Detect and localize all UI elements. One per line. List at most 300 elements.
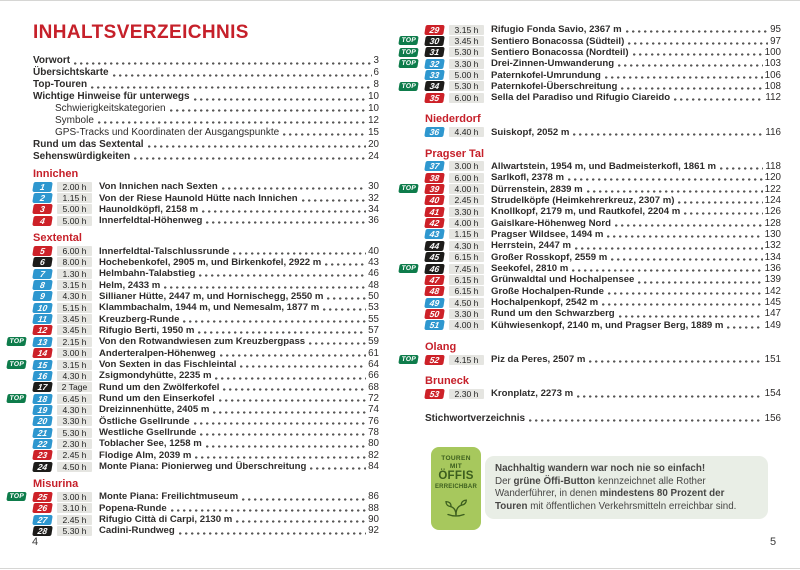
front-matter-page-number: 24 <box>368 150 379 162</box>
dot-leader <box>720 167 763 170</box>
note-box-text-segment: mindestens 80 Prozent der Touren <box>495 488 725 512</box>
note-box-text-segment: grüne Öffi-Button <box>513 475 596 487</box>
toc-section <box>400 24 781 104</box>
section-heading: Niederdorf <box>425 113 481 126</box>
tour-row <box>425 24 781 35</box>
tour-duration: 1.30 h <box>57 269 92 279</box>
dot-leader <box>621 87 762 90</box>
dot-leader <box>183 320 366 323</box>
top-badge: TOP <box>398 59 419 68</box>
tour-title: Paternkofel-Umrundung <box>491 69 601 81</box>
tour-row <box>425 206 781 217</box>
tour-page-number: 142 <box>764 285 781 297</box>
tour-page-number: 68 <box>368 381 379 393</box>
tour-page-number: 122 <box>764 183 781 195</box>
tour-row <box>33 438 379 449</box>
tour-duration: 6.15 h <box>449 286 484 296</box>
tour-number-badge: 50 <box>424 309 445 319</box>
toc-section <box>400 340 781 366</box>
oeffi-badge-line4: ERREICHBAR <box>434 484 477 490</box>
tour-page-number: 72 <box>368 393 379 405</box>
tour-title: Toblacher See, 1258 m <box>99 438 202 450</box>
tour-row <box>33 302 379 313</box>
dot-leader <box>283 133 366 136</box>
tour-duration: 3.15 h <box>57 280 92 290</box>
tour-title: Monte Piana: Pionierweg und Überschreitung <box>99 461 307 473</box>
dot-leader <box>310 467 366 470</box>
tour-duration: 4.40 h <box>449 127 484 137</box>
dot-leader <box>302 199 366 202</box>
tour-row <box>33 525 379 536</box>
dot-leader <box>171 509 366 512</box>
dot-leader <box>587 190 763 193</box>
dot-leader <box>240 365 366 368</box>
front-matter-label: Sehenswürdigkeiten <box>33 150 131 162</box>
tour-number-badge: 5 <box>32 246 53 256</box>
tour-duration: 3.30 h <box>449 309 484 319</box>
oeffi-badge-line1: TOUREN <box>441 455 471 462</box>
tour-duration: 4.00 h <box>449 218 484 228</box>
top-badge: TOP <box>6 360 27 369</box>
dot-leader <box>626 30 768 33</box>
dot-leader <box>200 433 366 436</box>
tour-number-badge: 28 <box>32 526 53 536</box>
tour-duration: 5.15 h <box>57 303 92 313</box>
tour-duration: 8.00 h <box>57 257 92 267</box>
oeffi-badge <box>431 447 481 530</box>
tour-page-number: 126 <box>764 206 781 218</box>
tour-title: Haunoldköpfl, 2158 m <box>99 203 199 215</box>
front-matter-row <box>33 55 379 67</box>
tour-title: Rund um den Zwölferkofel <box>99 381 220 393</box>
tour-duration: 1.15 h <box>57 193 92 203</box>
tour-title: Helmbahn-Talabstieg <box>99 268 196 280</box>
tour-title: Zsigmondyhütte, 2235 m <box>99 370 212 382</box>
tour-number-badge: 39 <box>424 184 445 194</box>
tour-row <box>8 393 379 405</box>
dot-leader <box>684 212 762 215</box>
tour-number-badge: 3 <box>32 204 53 214</box>
tour-number-badge: 29 <box>424 25 445 35</box>
dot-leader <box>529 419 763 422</box>
tour-number-badge: 31 <box>424 47 445 57</box>
tour-title: Kronplatz, 2273 m <box>491 388 574 400</box>
dot-leader <box>222 187 366 190</box>
tour-row <box>8 336 379 348</box>
tour-duration: 5.00 h <box>57 216 92 226</box>
tour-row <box>425 274 781 285</box>
tour-number-badge: 27 <box>32 515 53 525</box>
dot-leader <box>619 315 763 318</box>
front-matter-label: GPS-Tracks und Koordinaten der Ausgangspunkte <box>55 126 280 138</box>
tour-duration: 6.15 h <box>449 275 484 285</box>
tour-duration: 2.45 h <box>57 515 92 525</box>
tour-page-number: 88 <box>368 502 379 514</box>
front-matter-page-number: 10 <box>368 91 379 103</box>
front-matter-row <box>33 114 379 126</box>
scan-edge-bottom <box>0 568 800 569</box>
tour-number-badge: 6 <box>32 257 53 267</box>
tour-number-badge: 33 <box>424 70 445 80</box>
tour-number-badge: 26 <box>32 503 53 513</box>
tour-duration: 3.10 h <box>57 503 92 513</box>
tour-page-number: 46 <box>368 268 379 280</box>
tour-duration: 4.30 h <box>57 371 92 381</box>
tour-page-number: 128 <box>764 217 781 229</box>
tour-page-number: 145 <box>764 297 781 309</box>
tour-number-badge: 21 <box>32 428 53 438</box>
tour-duration: 3.45 h <box>449 36 484 46</box>
dot-leader <box>148 145 367 148</box>
note-box-title: Nachhaltig wandern war noch nie so einfach! <box>495 463 706 474</box>
tour-number-badge: 24 <box>32 462 53 472</box>
tour-duration: 4.00 h <box>449 184 484 194</box>
tour-row <box>425 229 781 240</box>
dot-leader <box>164 286 366 289</box>
toc-section <box>33 167 379 226</box>
tour-number-badge: 40 <box>424 195 445 205</box>
tour-number-badge: 14 <box>32 348 53 358</box>
tour-number-badge: 16 <box>32 371 53 381</box>
tour-duration: 6.00 h <box>449 93 484 103</box>
tour-title: Westliche Gsellrunde <box>99 427 197 439</box>
dot-leader <box>323 308 366 311</box>
dot-leader <box>608 292 763 295</box>
tour-page-number: 74 <box>368 404 379 416</box>
tour-title: Sentiero Bonacossa (Südteil) <box>491 35 625 47</box>
front-matter-page-number: 20 <box>368 138 379 150</box>
oeffi-note-box <box>485 456 768 519</box>
tour-duration: 4.30 h <box>57 291 92 301</box>
tour-title: Flodige Alm, 2039 m <box>99 449 192 461</box>
tour-page-number: 76 <box>368 415 379 427</box>
tour-row <box>400 263 781 275</box>
tour-number-badge: 32 <box>424 59 445 69</box>
dot-leader <box>605 76 763 79</box>
tour-row <box>33 291 379 302</box>
tour-row <box>33 461 379 472</box>
tour-page-number: 151 <box>764 354 781 366</box>
tour-title: Gaislkare-Höhenweg Nord <box>491 217 611 229</box>
tour-row <box>33 204 379 215</box>
tour-page-number: 112 <box>765 92 781 104</box>
tour-page-number: 124 <box>764 194 781 206</box>
tour-page-number: 59 <box>368 336 379 348</box>
left-tour-sections <box>8 167 379 537</box>
tour-duration: 4.30 h <box>449 241 484 251</box>
page-number-right: 5 <box>770 536 777 548</box>
dot-leader <box>220 354 366 357</box>
tour-duration: 4.15 h <box>449 355 484 365</box>
dot-leader <box>223 388 366 391</box>
tour-row <box>33 427 379 438</box>
dot-leader <box>618 64 763 67</box>
tour-duration: 5.30 h <box>449 81 484 91</box>
tour-page-number: 66 <box>368 370 379 382</box>
tour-number-badge: 13 <box>32 337 53 347</box>
tour-duration: 3.45 h <box>57 325 92 335</box>
tour-number-badge: 9 <box>32 291 53 301</box>
section-heading: Pragser Tal <box>425 147 485 160</box>
tour-title: Sella del Paradiso und Rifugio Ciareido <box>491 92 671 104</box>
top-badge: TOP <box>398 355 419 364</box>
dot-leader <box>236 520 366 523</box>
tour-row <box>425 217 781 228</box>
tour-number-badge: 30 <box>424 36 445 46</box>
section-heading: Bruneck <box>425 375 470 388</box>
tour-row <box>33 192 379 203</box>
tour-duration: 5.30 h <box>449 47 484 57</box>
tour-page-number: 149 <box>764 319 781 331</box>
tour-title: Rifugio Fonda Savio, 2367 m <box>491 24 622 36</box>
tour-page-number: 90 <box>368 514 379 526</box>
front-matter-label: Top-Touren <box>33 79 88 91</box>
tour-page-number: 86 <box>368 491 379 503</box>
tour-number-badge: 45 <box>424 252 445 262</box>
tour-page-number: 97 <box>770 35 781 47</box>
dot-leader <box>727 326 762 329</box>
tour-duration: 3.30 h <box>57 416 92 426</box>
dot-leader <box>577 395 763 398</box>
front-matter-page-number: 8 <box>373 79 379 91</box>
index-entry-row <box>425 413 781 425</box>
note-box-body <box>495 476 758 514</box>
tour-page-number: 154 <box>764 388 781 400</box>
tour-duration: 2.00 h <box>57 182 92 192</box>
tour-page-number: 147 <box>764 308 781 320</box>
toc-section <box>8 231 379 473</box>
dot-leader <box>202 210 366 213</box>
top-badge: TOP <box>398 36 419 45</box>
front-matter-page-number: 10 <box>368 103 379 114</box>
tour-number-badge: 18 <box>32 394 53 404</box>
tour-title: Grünwaldtal und Hochalpensee <box>491 274 635 286</box>
front-matter-row <box>33 138 379 150</box>
tour-page-number: 92 <box>368 525 379 537</box>
tour-number-badge: 8 <box>32 280 53 290</box>
tour-number-badge: 35 <box>424 93 445 103</box>
tour-page-number: 120 <box>764 172 781 184</box>
tour-row <box>8 359 379 370</box>
tour-title: Knollkopf, 2179 m, und Rautkofel, 2204 m <box>491 206 681 218</box>
tour-duration: 4.30 h <box>57 405 92 415</box>
tour-page-number: 139 <box>764 274 781 286</box>
tour-row <box>33 215 379 226</box>
tour-number-badge: 20 <box>32 416 53 426</box>
tour-row <box>33 347 379 358</box>
tour-title: Helm, 2433 m <box>99 279 161 291</box>
dot-leader <box>233 252 366 255</box>
dot-leader <box>575 247 763 250</box>
tour-row <box>33 313 379 324</box>
tour-page-number: 134 <box>764 251 781 263</box>
tour-page-number: 116 <box>765 126 781 138</box>
page-number-left: 4 <box>32 536 39 548</box>
tour-number-badge: 37 <box>424 161 445 171</box>
top-badge: TOP <box>398 264 419 273</box>
tour-title: Rifugio Berti, 1950 m <box>99 324 195 336</box>
front-matter-page-number: 15 <box>368 126 379 138</box>
dot-leader <box>199 274 366 277</box>
tour-title: Sillianer Hütte, 2447 m, und Hornischegg, 2550 m <box>99 290 324 302</box>
tour-number-badge: 52 <box>424 355 445 365</box>
front-matter-label: Symbole <box>55 114 94 126</box>
tour-page-number: 55 <box>368 313 379 325</box>
tour-title: Dürrenstein, 2839 m <box>491 183 583 195</box>
tour-page-number: 100 <box>764 46 781 58</box>
tour-title: Drei-Zinnen-Umwanderung <box>491 58 615 70</box>
tour-duration: 4.50 h <box>57 462 92 472</box>
tour-title: Cadini-Rundweg <box>99 525 175 537</box>
dot-leader <box>113 74 372 77</box>
tour-title: Von Innichen nach Sexten <box>99 181 218 193</box>
tour-title: Piz da Peres, 2507 m <box>491 354 586 366</box>
tour-duration: 3.30 h <box>449 207 484 217</box>
tour-duration: 3.15 h <box>449 25 484 35</box>
tour-number-badge: 1 <box>32 182 53 192</box>
front-matter-label: Schwierigkeitskategorien <box>55 103 166 114</box>
tour-duration: 3.15 h <box>57 360 92 370</box>
front-matter-row <box>33 103 379 115</box>
toc-section <box>425 112 781 137</box>
tour-duration: 6.00 h <box>57 246 92 256</box>
tour-title: Rifugio Città di Carpi, 2130 m <box>99 514 233 526</box>
tour-duration: 4.50 h <box>449 298 484 308</box>
dot-leader <box>573 133 763 136</box>
tour-row <box>425 195 781 206</box>
tour-number-badge: 10 <box>32 303 53 313</box>
tour-title: Hochalpenkopf, 2542 m <box>491 297 599 309</box>
dot-leader <box>206 445 366 448</box>
tour-row <box>33 416 379 427</box>
tour-title: Große Hochalpen-Runde <box>491 285 604 297</box>
tour-duration: 2.45 h <box>57 450 92 460</box>
tour-row <box>8 491 379 503</box>
dot-leader <box>638 281 762 284</box>
tour-duration: 2.15 h <box>57 337 92 347</box>
tour-row <box>425 388 781 399</box>
tour-number-badge: 12 <box>32 325 53 335</box>
tour-title: Von Sexten in das Fischleintal <box>99 359 237 370</box>
tour-title: Rund um den Einserkofel <box>99 393 215 405</box>
tour-title: Pragser Wildsee, 1494 m <box>491 228 604 240</box>
tour-number-badge: 22 <box>32 439 53 449</box>
tour-number-badge: 36 <box>424 127 445 137</box>
tour-number-badge: 4 <box>32 216 53 226</box>
top-badge: TOP <box>6 492 27 501</box>
tour-row <box>33 325 379 336</box>
tour-row <box>33 257 379 268</box>
tour-title: Paternkofel-Überschreitung <box>491 80 618 92</box>
tour-title: Großer Rosskopf, 2559 m <box>491 251 608 263</box>
tour-number-badge: 2 <box>32 193 53 203</box>
tour-number-badge: 17 <box>32 382 53 392</box>
section-heading: Olang <box>425 340 457 353</box>
tour-duration: 3.00 h <box>449 161 484 171</box>
dot-leader <box>206 221 366 224</box>
tour-title: Strudelköpfe (Heimkehrerkreuz, 2307 m) <box>491 194 675 206</box>
front-matter-list <box>33 55 379 162</box>
tour-page-number: 40 <box>368 245 379 257</box>
tour-row <box>425 252 781 263</box>
oeffi-badge-line3: ÖFFIS <box>438 470 474 482</box>
tour-row <box>400 80 781 92</box>
tour-title: Hochebenkofel, 2905 m, und Birkenkofel, 2922 m <box>99 256 322 268</box>
tour-page-number: 118 <box>765 160 781 172</box>
section-heading: Innichen <box>33 168 79 181</box>
tour-row <box>425 240 781 251</box>
oeffi-badge-line2: MIT <box>449 462 463 470</box>
tour-page-number: 95 <box>770 24 781 36</box>
tour-title: Von den Rotwandwiesen zum Kreuzbergpass <box>99 336 306 348</box>
tour-title: Anderteralpen-Höhenweg <box>99 347 216 359</box>
tour-number-badge: 47 <box>424 275 445 285</box>
tour-page-number: 106 <box>764 69 781 81</box>
tour-row <box>425 92 781 103</box>
tour-duration: 3.00 h <box>57 492 92 502</box>
tour-title: Von der Riese Haunold Hütte nach Innichen <box>99 192 298 204</box>
front-matter-label: Wichtige Hinweise für unterwegs <box>33 91 190 103</box>
tour-duration: 6.15 h <box>449 252 484 262</box>
tour-number-badge: 48 <box>424 286 445 296</box>
tour-page-number: 108 <box>764 80 781 92</box>
tour-page-number: 48 <box>368 279 379 291</box>
tour-page-number: 80 <box>368 438 379 450</box>
tour-row <box>33 404 379 415</box>
tour-number-badge: 46 <box>424 264 445 274</box>
sprout-icon <box>443 498 469 518</box>
dot-leader <box>91 86 371 89</box>
tour-title: Östliche Gsellrunde <box>99 415 190 427</box>
front-matter-page-number: 12 <box>368 114 379 126</box>
dot-leader <box>98 121 366 124</box>
tour-page-number: 53 <box>368 302 379 314</box>
dot-leader <box>242 498 366 501</box>
tour-number-badge: 42 <box>424 218 445 228</box>
tour-row <box>400 35 781 47</box>
tour-number-badge: 23 <box>32 450 53 460</box>
front-matter-label: Vorwort <box>33 55 71 67</box>
section-heading: Misurina <box>33 478 79 491</box>
toc-section <box>425 374 781 399</box>
tour-page-number: 78 <box>368 427 379 439</box>
tour-number-badge: 43 <box>424 229 445 239</box>
tour-title: Rund um den Schwarzberg <box>491 308 615 320</box>
tour-number-badge: 41 <box>424 207 445 217</box>
tour-page-number: 32 <box>368 192 379 204</box>
tour-title: Kreuzberg-Runde <box>99 313 180 325</box>
front-matter-label: Übersichtskarte <box>33 67 109 79</box>
tour-number-badge: 15 <box>32 360 53 370</box>
tour-row <box>33 268 379 279</box>
tour-duration: 3.45 h <box>57 314 92 324</box>
tour-row <box>33 181 379 192</box>
tour-duration: 2 Tage <box>57 382 92 392</box>
dot-leader <box>325 263 366 266</box>
tour-page-number: 57 <box>368 324 379 336</box>
tour-number-badge: 34 <box>424 81 445 91</box>
tour-row <box>33 279 379 290</box>
top-badge: TOP <box>6 394 27 403</box>
tour-number-badge: 53 <box>424 389 445 399</box>
tour-title: Sentiero Bonacossa (Nordteil) <box>491 46 629 58</box>
tour-page-number: 130 <box>764 228 781 240</box>
tour-row <box>425 172 781 183</box>
right-tour-sections <box>400 24 781 400</box>
note-box-text-segment: Der <box>495 475 514 487</box>
dot-leader <box>572 269 762 272</box>
top-badge: TOP <box>398 48 419 57</box>
